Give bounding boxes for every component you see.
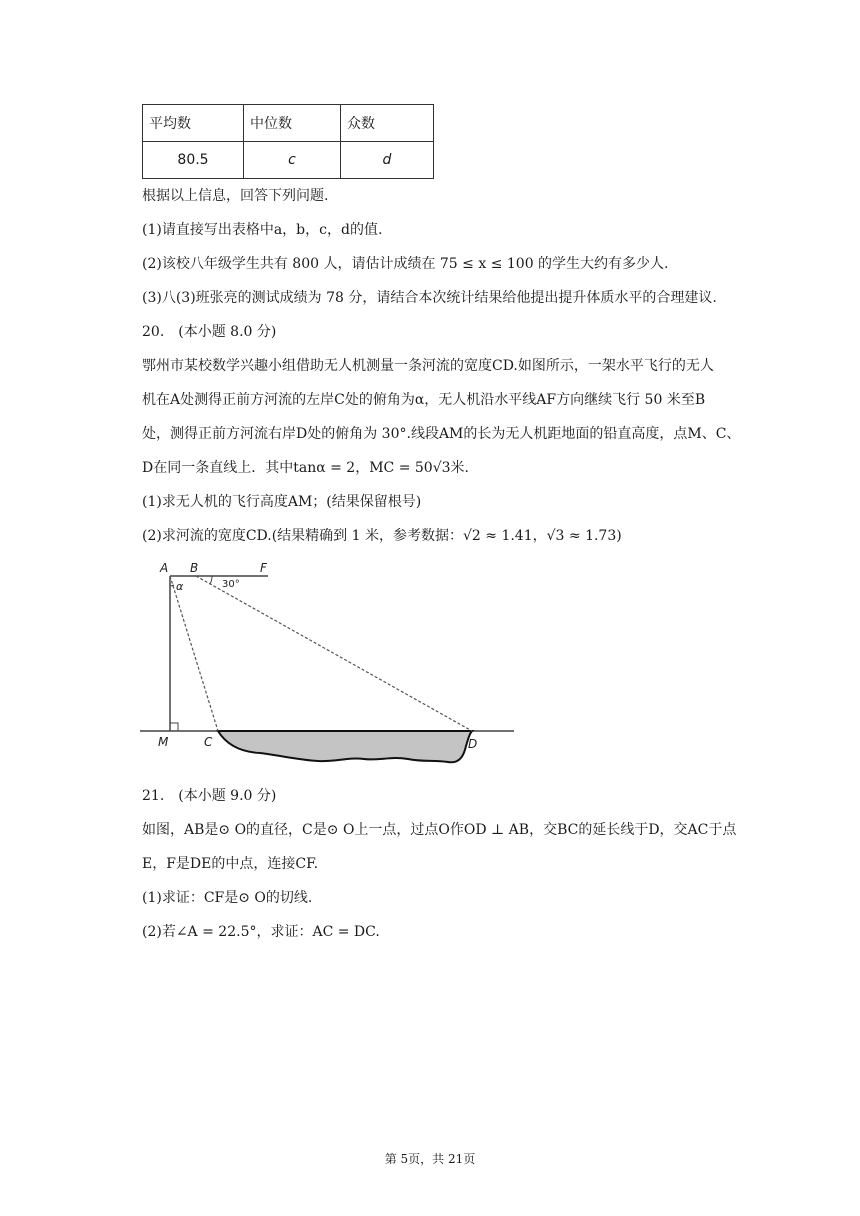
header-mode: 众数	[341, 105, 434, 142]
question-21-part-1: (1)求证：CF是⊙ O的切线.	[142, 890, 313, 906]
river-shape	[218, 731, 472, 762]
value-mean: 80.5	[143, 142, 244, 179]
question-20-text-4: D在同一条直线上．其中tanα = 2，MC = 50√3米.	[142, 460, 469, 476]
label-b: B	[190, 561, 199, 575]
question-20-part-1: (1)求无人机的飞行高度AM；(结果保留根号)	[142, 494, 422, 510]
label-alpha: α	[176, 580, 184, 593]
angle-30-arc	[210, 576, 212, 584]
question-19-part-2: (2)该校八年级学生共有 800 人，请估计成绩在 75 ≤ x ≤ 100 的学生大约有多少人.	[142, 256, 669, 272]
table-value-row	[143, 142, 434, 179]
question-20-text-1: 鄂州市某校数学兴趣小组借助无人机测量一条河流的宽度CD.如图所示，一架水平飞行的无人	[142, 358, 714, 374]
page-footer: 第 5页，共 21页	[384, 1152, 476, 1166]
header-median: 中位数	[244, 105, 341, 142]
question-21-heading: 21. (本小题 9.0 分)	[142, 788, 277, 804]
question-19-part-1: (1)请直接写出表格中a，b，c，d的值.	[142, 222, 383, 238]
statistics-table	[142, 104, 434, 179]
label-c: C	[204, 735, 213, 749]
value-mode: d	[341, 142, 434, 179]
header-mean: 平均数	[143, 105, 244, 142]
value-median: c	[244, 142, 341, 179]
question-20-heading: 20. (本小题 8.0 分)	[142, 324, 277, 340]
question-21-part-2: (2)若∠A = 22.5°，求证：AC = DC.	[142, 924, 380, 940]
question-20-text-2: 机在A处测得正前方河流的左岸C处的俯角为α，无人机沿水平线AF方向继续飞行 50 米至B	[142, 392, 706, 408]
question-20-text-3: 处，测得正前方河流右岸D处的俯角为 30°.线段AM的长为无人机距地面的铅直高度，点M、C、	[142, 426, 741, 442]
right-angle-mark	[170, 723, 178, 731]
question-20-part-2: (2)求河流的宽度CD.(结果精确到 1 米，参考数据：√2 ≈ 1.41，√3 ≈ 1.73)	[142, 528, 622, 544]
label-30-degrees: 30°	[222, 579, 240, 590]
label-a: A	[160, 561, 169, 575]
intro-line: 根据以上信息，回答下列问题.	[142, 188, 329, 204]
question-21-text-1: 如图，AB是⊙ O的直径，C是⊙ O上一点，过点O作OD ⊥ AB，交BC的延长线于D，交AC于点	[142, 822, 737, 838]
label-f: F	[260, 561, 267, 575]
question-21-text-2: E，F是DE的中点，连接CF.	[142, 856, 319, 872]
table-header-row	[143, 105, 434, 142]
sight-line-ac	[170, 576, 218, 731]
label-m: M	[158, 735, 169, 749]
label-d: D	[468, 737, 478, 751]
sight-line-bd	[196, 576, 472, 731]
drone-river-diagram	[138, 556, 518, 778]
question-19-part-3: (3)八(3)班张亮的测试成绩为 78 分，请结合本次统计结果给他提出提升体质水平的合理建议.	[142, 290, 717, 306]
